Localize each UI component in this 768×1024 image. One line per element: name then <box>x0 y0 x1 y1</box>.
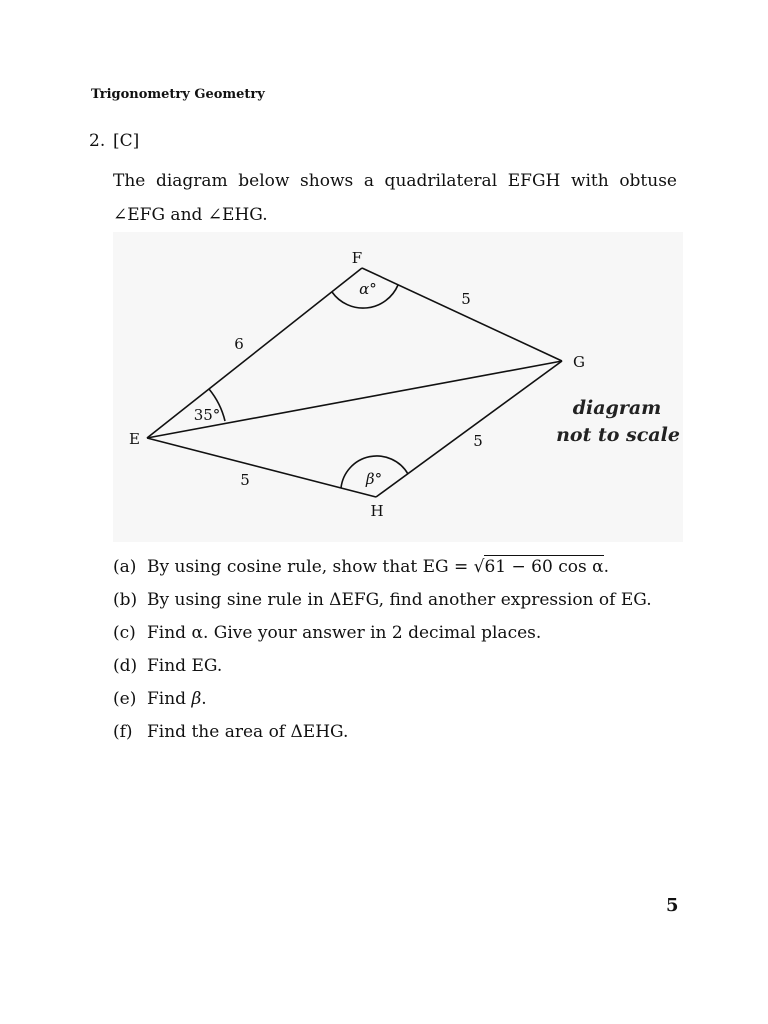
angle-beta-label: β° <box>365 470 383 488</box>
part-text-end: . <box>603 557 609 577</box>
part-f <box>113 718 693 751</box>
part-label: (e) <box>113 689 137 709</box>
part-label: (d) <box>113 656 138 676</box>
part-label: (a) <box>113 557 137 577</box>
part-e <box>113 685 693 718</box>
question-tag: [C] <box>113 131 140 151</box>
part-text: Find <box>147 689 192 709</box>
part-label: (c) <box>113 623 136 643</box>
page-header-title: Trigonometry Geometry <box>91 87 265 102</box>
part-a <box>113 553 693 586</box>
part-text: Find EG. <box>147 656 223 676</box>
side-he <box>147 438 376 497</box>
sqrt-radicand: 61 − 60 cos α <box>484 557 604 577</box>
note-line-2: not to scale <box>556 424 680 446</box>
question-number: 2. <box>89 131 106 151</box>
question-intro <box>113 164 677 232</box>
side-gh-label: 5 <box>473 432 483 450</box>
side-ef <box>147 268 362 438</box>
part-b <box>113 586 693 619</box>
question-parts <box>113 553 693 751</box>
diagram-svg <box>113 232 683 542</box>
page-number: 5 <box>666 895 679 916</box>
quadrilateral-diagram <box>113 232 683 542</box>
part-text: By using cosine rule, show that EG = <box>147 557 474 577</box>
part-text: By using sine rule in ΔEFG, find another expression of EG. <box>147 590 652 610</box>
side-fg-label: 5 <box>461 290 471 308</box>
part-label: (b) <box>113 590 138 610</box>
angle-e-label: 35° <box>193 406 221 424</box>
part-italic-symbol: β <box>191 689 202 709</box>
side-ef-label: 6 <box>234 335 244 353</box>
side-fg <box>362 268 562 361</box>
part-d <box>113 652 693 685</box>
angle-alpha-label: α° <box>359 280 377 298</box>
part-c <box>113 619 693 652</box>
vertex-e-label: E <box>129 430 140 448</box>
vertex-f-label: F <box>351 249 363 267</box>
part-text: Find α. Give your answer in 2 decimal places. <box>147 623 542 643</box>
intro-line-2: ∠EFG and ∠EHG. <box>113 205 268 225</box>
intro-line-1: The diagram below shows a quadrilateral EFGH with obtuse <box>113 171 677 191</box>
part-text-end: . <box>201 689 207 709</box>
part-label: (f) <box>113 722 133 742</box>
vertex-g-label: G <box>573 353 585 371</box>
side-eh-label: 5 <box>240 471 250 489</box>
vertex-h-label: H <box>370 502 384 520</box>
sqrt-sign: √ <box>473 557 485 577</box>
note-line-1: diagram <box>572 397 662 419</box>
side-gh <box>376 361 562 497</box>
part-text: Find the area of ΔEHG. <box>147 722 349 742</box>
diagonal-eg <box>147 361 562 438</box>
